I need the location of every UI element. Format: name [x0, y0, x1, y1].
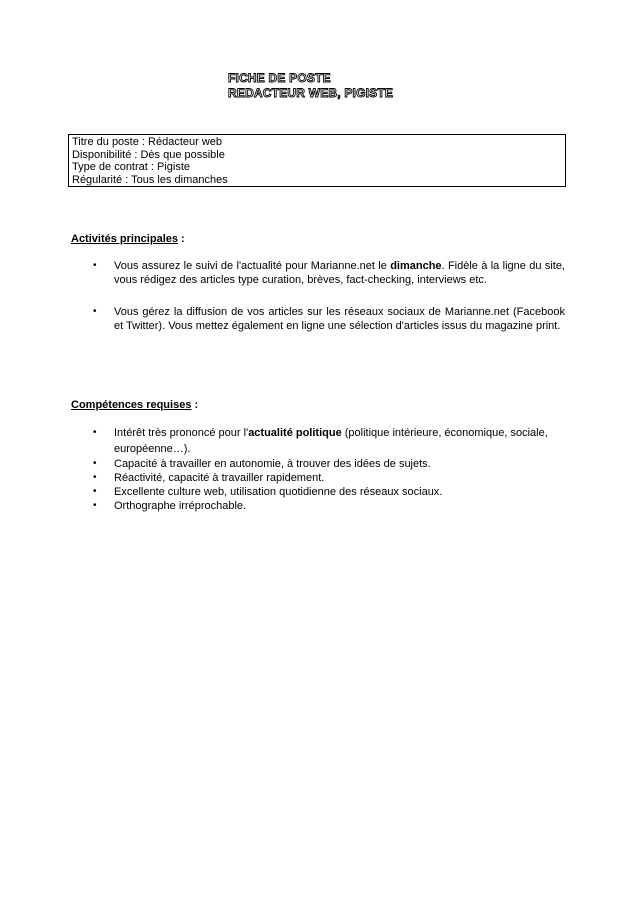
document-title — [228, 71, 393, 101]
skills-heading-colon: : — [191, 399, 199, 411]
bullet-icon: • — [93, 306, 97, 317]
info-row-contract: Type de contrat : Pigiste — [72, 161, 191, 174]
title-line-1: FICHE DE POSTE — [228, 71, 331, 85]
bullet-icon: • — [93, 486, 97, 497]
activity-1-text-start: Vous assurez le suivi de l'actualité pour Marianne.net le — [114, 260, 391, 272]
info-row-title: Titre du poste : Rédacteur web — [72, 136, 223, 148]
list-item — [71, 457, 565, 471]
bullet-icon: • — [93, 427, 97, 438]
skill-3-text: Réactivité, capacité à travailler rapidement. — [114, 472, 325, 484]
skill-2-text: Capacité à travailler en autonomie, à trouver des idées de sujets. — [114, 458, 431, 470]
skill-1-text-end: (politique intérieure, économique, sociale, européenne…). — [114, 427, 548, 455]
activities-list — [71, 259, 565, 333]
activities-heading-colon: : — [178, 233, 185, 245]
list-item — [71, 499, 565, 513]
title-line-2: REDACTEUR WEB, PIGISTE — [228, 86, 394, 100]
skills-heading-text: Compétences requises — [71, 399, 192, 411]
activity-2-text: Vous gérez la diffusion de vos articles sur les réseaux sociaux de Marianne.net (Facebook et Twitter). Vous mettez également en ligne une sélection d'articles issus du magazine print. — [114, 306, 565, 332]
activities-heading — [71, 233, 185, 246]
bullet-icon: • — [93, 260, 97, 271]
skill-1-text-start: Intérêt très prononcé pour l' — [114, 427, 249, 439]
bullet-icon: • — [93, 500, 97, 511]
skill-1-bold: actualité politique — [248, 427, 342, 439]
bullet-icon: • — [93, 472, 97, 483]
job-info-box — [68, 134, 566, 187]
list-item — [71, 305, 565, 333]
list-item — [71, 471, 565, 485]
info-row-regularity: Régularité : Tous les dimanches — [72, 173, 228, 186]
list-item — [71, 425, 565, 457]
info-row-availability: Disponibilité : Dès que possible — [72, 148, 225, 161]
activities-heading-text: Activités principales — [71, 233, 178, 245]
activity-1-text-end: . Fidèle à la ligne du site, vous rédigez des articles type curation, brèves, fact-checking, interviews etc. — [114, 260, 565, 286]
list-item — [71, 259, 565, 287]
activity-1-bold: dimanche — [390, 260, 442, 272]
skills-list — [71, 425, 565, 513]
skill-5-text: Orthographe irréprochable. — [114, 500, 247, 512]
bullet-icon: • — [93, 458, 97, 469]
skills-heading — [71, 399, 198, 412]
list-item — [71, 485, 565, 499]
skill-4-text: Excellente culture web, utilisation quotidienne des réseaux sociaux. — [114, 486, 443, 498]
